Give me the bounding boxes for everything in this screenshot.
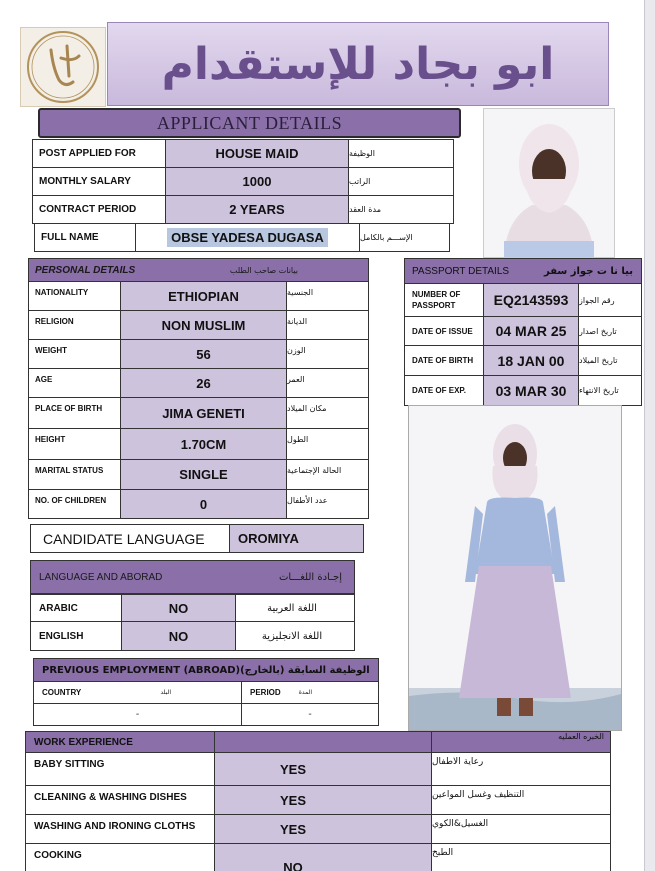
passport-number-label: NUMBER OF PASSPORT [412,290,461,310]
arabic-value: NO [168,600,189,616]
passport-details-header [404,258,642,284]
company-title: ابو بجاد للإستقدام [161,38,555,90]
age-label-ar: العمر [287,375,305,384]
nationality-label: NATIONALITY [35,288,89,297]
previous-employment-header [33,658,379,682]
passport-dob-label: DATE OF BIRTH [412,356,474,365]
cooking-label-ar: الطبخ [432,848,454,858]
monthly-salary-label-ar: الراتب [349,177,371,186]
cleaning-value: YES [279,792,306,808]
candidate-language-label: CANDIDATE LANGUAGE [43,530,205,547]
children-label-ar: عدد الأطفال [287,496,328,505]
post-applied-value: HOUSE MAID [215,146,299,161]
cooking-label: COOKING [34,850,82,861]
baby-sitting-label: BABY SITTING [34,759,105,770]
applicant-details-header [38,108,461,138]
language-header [30,560,355,594]
expiry-date-label: DATE OF EXP. [412,386,466,395]
period-value: - [308,709,312,720]
expiry-date-label-ar: تاريخ الانتهاء [579,386,619,395]
english-label-ar: اللغة الانجليزية [261,630,323,642]
personal-details-title-ar: بيانات صاحب الطلب [229,265,298,275]
logo [20,27,106,107]
height-value: 1.70CM [180,436,227,452]
title-banner [107,22,609,106]
height-label: HEIGHT [35,435,66,444]
calligraphy-logo-icon [21,28,105,106]
issue-date-label-ar: تاريخ اصدار [579,326,617,336]
post-applied-label: POST APPLIED FOR [39,148,136,159]
previous-employment-title: PREVIOUS EMPLOYMENT (ABROAD)(الوظيفة السابقة (بالخارج [42,664,370,676]
weight-value: 56 [196,346,211,362]
english-label: ENGLISH [39,630,84,642]
portrait-photo [483,108,615,258]
country-label: COUNTRY [42,688,82,697]
personal-details-header [28,258,369,282]
issue-date-label: DATE OF ISSUE [412,326,473,336]
washing-value: YES [279,821,306,837]
place-of-birth-value: JIMA GENETI [162,405,245,421]
passport-details-title-ar: بيا نا ت جواز سفر [544,265,633,277]
baby-sitting-label-ar: رعاية الاطفال [432,757,484,767]
nationality-value: ETHIOPIAN [168,288,239,304]
children-value: 0 [199,496,208,512]
period-label: PERIOD [250,688,281,697]
contract-period-label-ar: مدة العقد [349,205,381,214]
country-value: - [135,709,140,720]
children-label: NO. OF CHILDREN [35,496,107,505]
contract-period-value: 2 YEARS [229,202,285,217]
baby-sitting-value: YES [279,761,306,777]
passport-details-title: PASSPORT DETAILS [412,265,510,277]
marital-status-label-ar: الحالة الإجتماعية [287,466,342,475]
place-of-birth-label-ar: مكان الميلاد [287,404,327,413]
post-applied-label-ar: الوظيفة [349,149,375,158]
english-value: NO [168,628,189,644]
monthly-salary-label: MONTHLY SALARY [39,176,131,187]
religion-label: RELIGION [35,317,74,326]
full-body-photo [408,405,622,731]
weight-label-ar: الوزن [287,346,306,355]
language-title: LANGUAGE AND ABORAD [39,571,163,583]
nationality-label-ar: الجنسية [287,288,314,297]
arabic-label-ar: اللغة العربية [267,602,317,614]
marital-status-value: SINGLE [179,467,228,482]
religion-label-ar: الديانة [287,317,308,326]
full-name-label: FULL NAME [41,232,99,243]
cleaning-label: CLEANING & WASHING DISHES [34,792,187,803]
washing-label: WASHING AND IRONING CLOTHS [34,821,196,832]
place-of-birth-label: PLACE OF BIRTH [35,404,103,413]
age-value: 26 [196,375,211,391]
personal-details-title: PERSONAL DETAILS [35,264,136,276]
full-name-value: OBSE YADESA DUGASA [167,228,328,247]
passport-dob-label-ar: تاريخ الميلاد [579,356,618,365]
country-label-ar: البلد [160,689,171,696]
issue-date-value: 04 MAR 25 [495,323,567,339]
monthly-salary-value: 1000 [242,174,272,189]
period-label-ar: المدة [298,689,312,696]
passport-number-label-ar: رقم الجواز [579,295,615,305]
applicant-details-title: APPLICANT DETAILS [156,112,343,133]
passport-dob-value: 18 JAN 00 [497,352,565,369]
arabic-label: ARABIC [39,602,78,614]
weight-label: WEIGHT [35,346,67,355]
expiry-date-value: 03 MAR 30 [495,382,567,399]
passport-number-value: EQ2143593 [493,292,569,308]
cooking-value: NO [283,860,303,871]
marital-status-label: MARITAL STATUS [35,466,104,475]
full-name-label-ar: الإســـم بالكامل [360,233,413,242]
candidate-language-value: OROMIYA [238,531,299,546]
height-label-ar: الطول [287,435,309,444]
cleaning-label-ar: التنظيف وغسل المواعين [432,790,525,800]
work-experience-header [25,731,215,753]
language-title-ar: إجـادة اللغـــات [278,571,342,583]
religion-value: NON MUSLIM [161,317,246,333]
contract-period-label: CONTRACT PERIOD [39,204,137,215]
work-experience-title: WORK EXPERIENCE [34,736,133,748]
age-label: AGE [35,375,53,384]
washing-label-ar: الغسيل&الكوي [432,819,489,829]
work-experience-title-ar: الخبره العمليه [558,732,604,741]
